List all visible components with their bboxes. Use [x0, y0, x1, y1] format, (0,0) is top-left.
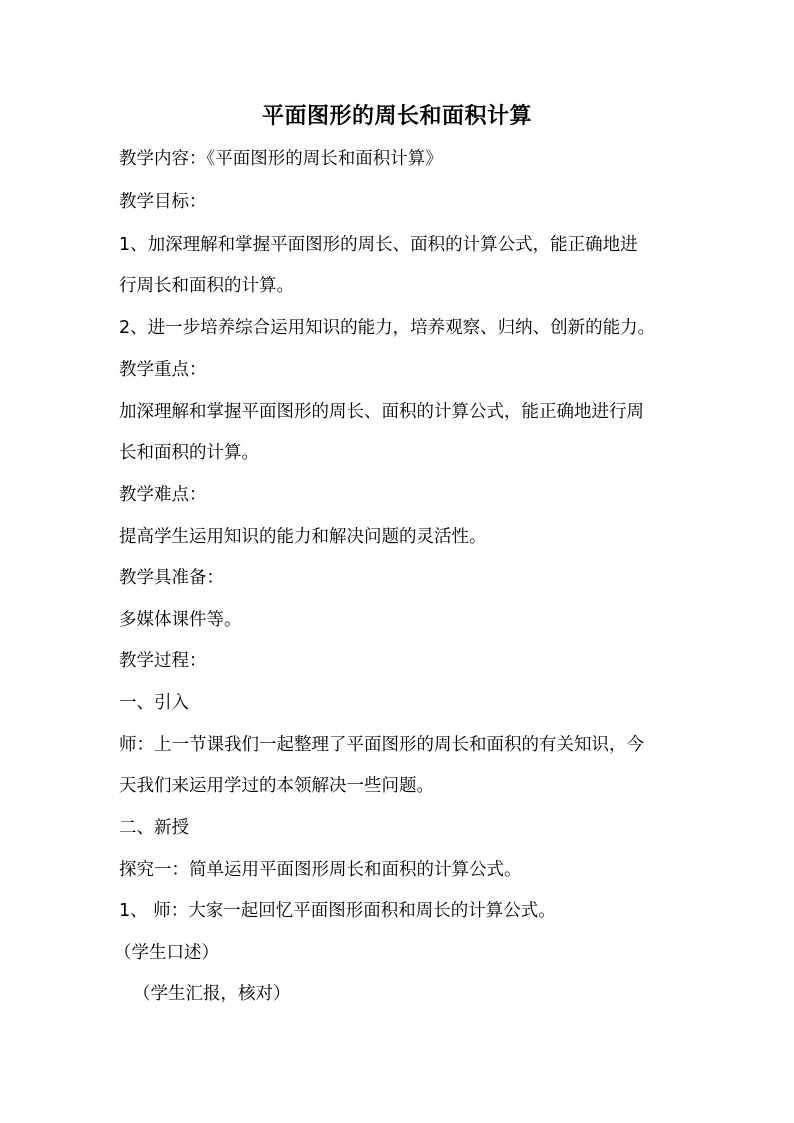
difficulties-heading: 教学难点： — [119, 485, 207, 505]
process-heading: 教学过程： — [119, 651, 207, 671]
materials-line: 多媒体课件等。 — [119, 610, 242, 630]
section-2-heading: 二、新授 — [119, 818, 189, 838]
teaching-goals-heading: 教学目标： — [119, 192, 207, 212]
intro-line-2: 天我们来运用学过的本领解决一些问题。 — [119, 776, 434, 796]
section-1-heading: 一、引入 — [119, 693, 189, 713]
difficulties-line: 提高学生运用知识的能力和解决问题的灵活性。 — [119, 527, 487, 547]
key-points-line-2: 长和面积的计算。 — [119, 443, 259, 463]
explore-1-line: 探究一：简单运用平面图形周长和面积的计算公式。 — [119, 860, 522, 880]
teaching-content-line: 教学内容：《平面图形的周长和面积计算》 — [119, 149, 443, 169]
student-oral-line: （学生口述） — [114, 943, 219, 963]
key-points-line-1: 加深理解和掌握平面图形的周长、面积的计算公式，能正确地进行周 — [119, 402, 644, 422]
goal-1-line-2: 行周长和面积的计算。 — [119, 276, 294, 296]
goal-2-line: 2、进一步培养综合运用知识的能力，培养观察、归纳、创新的能力。 — [119, 318, 656, 338]
student-report-line: （学生汇报，核对） — [133, 984, 291, 1004]
key-points-heading: 教学重点： — [119, 360, 207, 380]
goal-1-line-1: 1、加深理解和掌握平面图形的周长、面积的计算公式，能正确地进 — [119, 235, 638, 255]
step-1-line: 1、 师：大家一起回忆平面图形面积和周长的计算公式。 — [119, 901, 556, 921]
intro-line-1: 师：上一节课我们一起整理了平面图形的周长和面积的有关知识，今 — [119, 735, 644, 755]
materials-heading: 教学具准备： — [119, 568, 224, 588]
document-title: 平面图形的周长和面积计算 — [261, 104, 532, 129]
